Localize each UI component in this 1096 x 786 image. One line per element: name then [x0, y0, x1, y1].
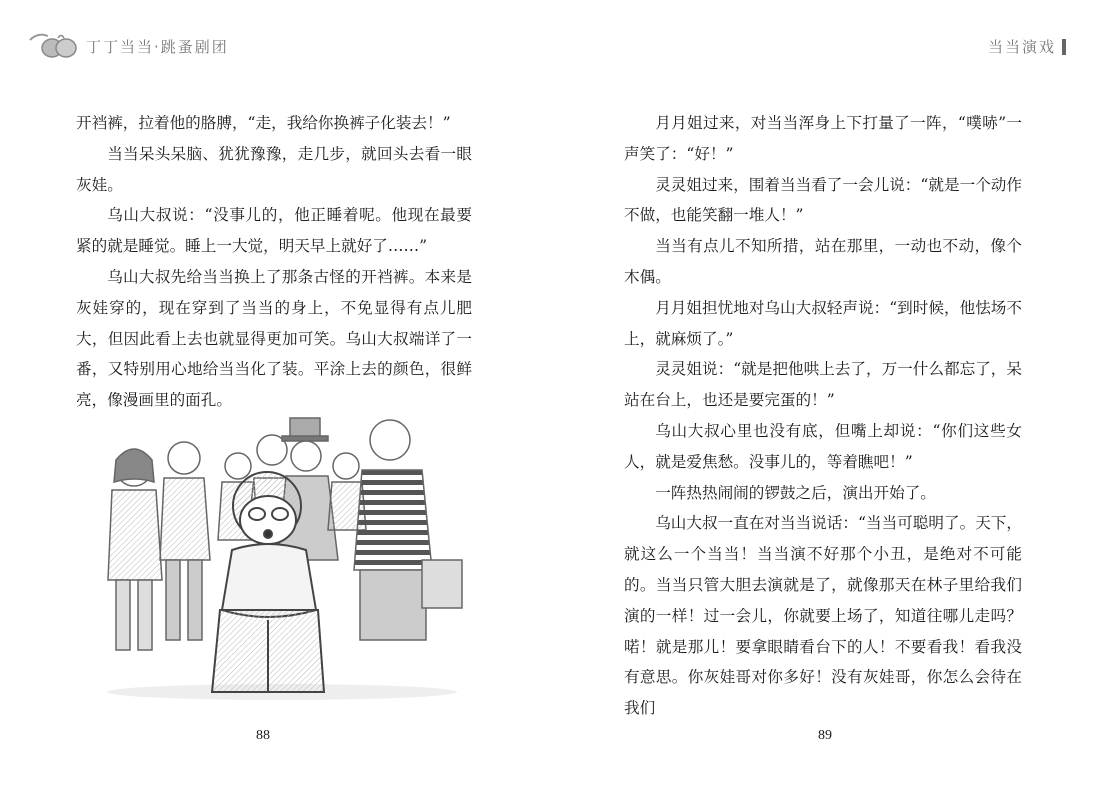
paragraph: 乌山大叔一直在对当当说话：“当当可聪明了。天下，就这么一个当当！当当演不好那个小丑，是绝对不可能的。当当只管大胆去演就是了，就像那天在林子里给我们演的一样！过一会儿，你就要上场了，知道往哪儿走吗？喏！就是那儿！要拿眼睛看台下的人！不要看我！看我没有意思。你灰娃哥对你多好！没有灰娃哥，你怎么会待在我们 [624, 514, 1022, 718]
paragraph: 灵灵姐过来，围着当当看了一会儿说：“就是一个动作不做，也能笑翻一堆人！” [624, 175, 1022, 225]
paragraph: 乌山大叔先给当当换上了那条古怪的开裆裤。本来是灰娃穿的，现在穿到了当当的身上，不免显得有点儿肥大，但因此看上去也就显得更加可笑。乌山大叔端详了一番，又特别用心地给当当化了装。平涂上去的颜色，很鲜亮，像漫画里的面孔。 [76, 267, 472, 410]
paragraph: 当当呆头呆脑、犹犹豫豫，走几步，就回头去看一眼灰娃。 [76, 144, 472, 194]
page-number: 88 [256, 728, 270, 743]
right-page-text [624, 108, 1022, 724]
paragraph: 一阵热热闹闹的锣鼓之后，演出开始了。 [655, 483, 936, 502]
right-page [548, 0, 1096, 786]
chapter-header [988, 36, 1066, 57]
series-header [28, 28, 229, 64]
series-title: 丁丁当当·跳蚤剧团 [86, 37, 229, 56]
chapter-title: 当当演戏 [987, 38, 1056, 56]
gourd-logo-icon [28, 30, 80, 62]
illustration-clown-boy-and-crowd [92, 410, 476, 700]
paragraph: 月月姐过来，对当当浑身上下打量了一阵，“噗哧”一声笑了：“好！” [624, 114, 1022, 163]
paragraph: 灵灵姐说：“就是把他哄上去了，万一什么都忘了，呆站在台上，也还是要完蛋的！” [624, 360, 1022, 410]
paragraph: 月月姐担忧地对乌山大叔轻声说：“到时候，他怯场不上，就麻烦了。” [624, 298, 1022, 348]
paragraph: 当当有点儿不知所措，站在那里，一动也不动，像个木偶。 [624, 237, 1022, 286]
paragraph: 乌山大叔说：“没事儿的，他正睡着呢。他现在最要紧的就是睡觉。睡上一大觉，明天早上就好了……” [76, 206, 472, 256]
page-number: 89 [818, 728, 832, 743]
header-bar-icon [1062, 39, 1066, 55]
left-page-text [76, 108, 472, 416]
paragraph: 开裆裤，拉着他的胳膊，“走，我给你换裤子化装去！” [76, 114, 451, 132]
paragraph: 乌山大叔心里也没有底，但嘴上却说：“你们这些女人，就是爱焦愁。没事儿的，等着瞧吧！” [624, 421, 1022, 471]
